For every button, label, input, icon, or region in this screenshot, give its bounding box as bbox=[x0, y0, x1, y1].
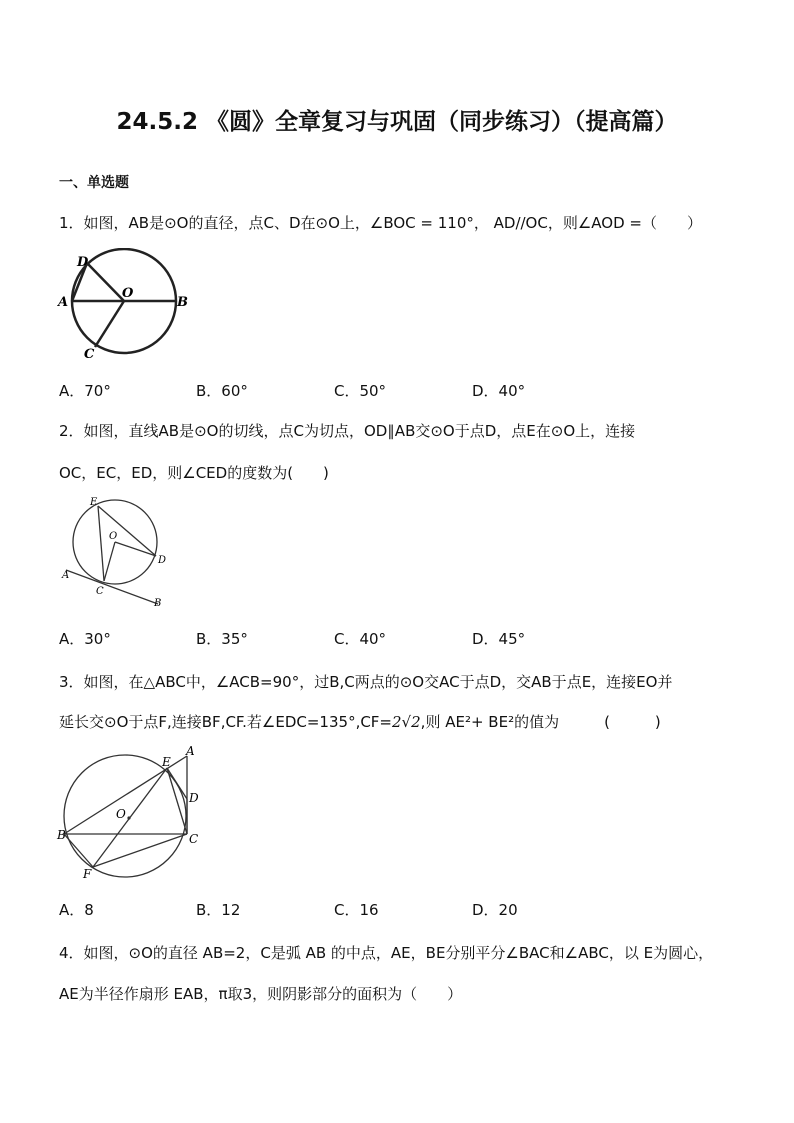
label-O: O bbox=[109, 531, 118, 542]
label-D: D bbox=[158, 555, 167, 566]
label-A: A bbox=[186, 744, 195, 758]
label-B: B bbox=[57, 828, 66, 842]
label-A: A bbox=[58, 295, 69, 310]
question-3-line-1: 3．如图，在△ABC中，∠ACB=90°，过B,C两点的⊙O交AC于点D，交AB于点E，连接EO并 bbox=[59, 673, 673, 691]
question-2-figure bbox=[58, 494, 168, 612]
question-4-line-1: 4．如图，⊙O的直径 AB=2，C是弧 AB 的中点，AE，BE分别平分∠BAC和∠ABC，以 E为圆心， bbox=[59, 944, 714, 962]
label-E: E bbox=[90, 497, 98, 508]
q3-line-2-suffix: ,则 AE²+ BE²的值为 ( ) bbox=[420, 713, 661, 731]
q3-option-c: C．16 bbox=[334, 901, 379, 919]
label-C: C bbox=[189, 832, 199, 846]
label-C: C bbox=[84, 347, 95, 362]
label-E: E bbox=[162, 755, 171, 769]
q1-option-a: A．70° bbox=[59, 382, 111, 400]
q2-option-b: B．35° bbox=[196, 630, 248, 648]
label-F: F bbox=[83, 867, 92, 881]
q1-option-b: B．60° bbox=[196, 382, 248, 400]
question-1-figure bbox=[55, 248, 215, 363]
label-D: D bbox=[77, 255, 89, 270]
q3-option-d: D．20 bbox=[472, 901, 518, 919]
label-B: B bbox=[177, 295, 188, 310]
label-C: C bbox=[96, 586, 104, 597]
question-2-line-2: OC，EC，ED，则∠CED的度数为( ) bbox=[59, 464, 329, 482]
question-1-text: 1．如图，AB是⊙O的直径，点C、D在⊙O上，∠BOC = 110°， AD//OC，则∠AOD =（ ） bbox=[59, 214, 702, 232]
label-A: A bbox=[62, 570, 70, 581]
label-D: D bbox=[189, 791, 199, 805]
label-O: O bbox=[122, 286, 134, 301]
question-3-figure bbox=[55, 742, 215, 884]
q3-option-b: B．12 bbox=[196, 901, 241, 919]
q2-option-d: D．45° bbox=[472, 630, 526, 648]
page-title: 24.5.2 《圆》全章复习与巩固（同步练习）（提高篇） bbox=[116, 109, 678, 135]
section-heading: 一、单选题 bbox=[59, 175, 129, 191]
label-B: B bbox=[154, 598, 162, 609]
label-O: O bbox=[116, 807, 126, 821]
question-3-line-2 bbox=[59, 711, 661, 732]
q2-option-c: C．40° bbox=[334, 630, 387, 648]
question-4-line-2: AE为半径作扇形 EAB，π取3，则阴影部分的面积为（ ） bbox=[59, 985, 463, 1003]
q3-radical: 2√2 bbox=[392, 713, 421, 731]
question-2-line-1: 2．如图，直线AB是⊙O的切线，点C为切点，OD∥AB交⊙O于点D，点E在⊙O上，连接 bbox=[59, 422, 636, 440]
q3-option-a: A．8 bbox=[59, 901, 94, 919]
q3-line-2-prefix: 延长交⊙O于点F,连接BF,CF.若∠EDC=135°,CF= bbox=[59, 713, 393, 731]
q1-option-d: D．40° bbox=[472, 382, 526, 400]
q2-option-a: A．30° bbox=[59, 630, 111, 648]
q1-option-c: C．50° bbox=[334, 382, 387, 400]
